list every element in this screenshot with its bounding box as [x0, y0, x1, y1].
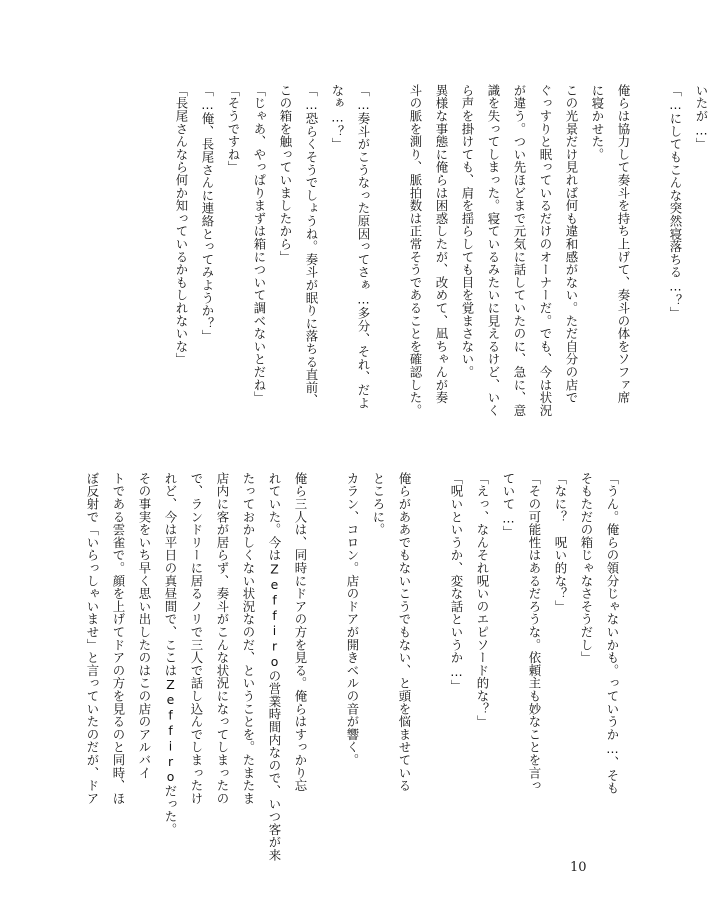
text-line: [636, 84, 662, 444]
text-line: 店内に客が居らず、奏斗がこんな状況になってしまったの: [215, 472, 230, 805]
text-line: 「なに？ 呪い的な？」: [553, 472, 568, 613]
text-line: 俺ら三人は、同時にドアの方を見る。俺らはすっかり忘: [293, 472, 308, 792]
page-number: 10: [570, 860, 587, 875]
text-line: ていて…」: [501, 472, 516, 539]
text-line: [417, 472, 443, 848]
text-line: 俺らは協力して奏斗を持ち上げて、奏斗の体をソファ席: [616, 84, 631, 404]
text-line: 「じゃあ、やっぱりまずは箱について調べないとだね」: [252, 84, 267, 404]
text-line: たっておかしくない状況なのだ、ということを。たまたま: [241, 472, 256, 805]
text-line: 「そうですね」: [226, 84, 241, 174]
text-line: 「…俺、長尾さんに連絡とってみようか？」: [200, 84, 215, 343]
text-line: 「その可能性はあるだろうな。依頼主も妙なことを言っ: [527, 472, 542, 792]
text-line: その事実をいち早く思い出したのはこの店のアルバイ: [137, 472, 152, 780]
text-line: トである雲雀で。顔を上げてドアの方を見るのと同時、ほ: [111, 472, 126, 805]
text-line: この箱を触っていましたから」: [278, 84, 293, 264]
text-line: れていた。今はZeffiroの営業時間内なので、いつ客が来: [267, 472, 282, 862]
text-line: ところに。: [371, 472, 386, 536]
text-line: この光景だけ見れば何も違和感がない。ただ自分の店で: [564, 84, 579, 404]
text-line: ぼ反射で「いらっしゃいませ」と言っていたのだが、ドア: [85, 472, 100, 805]
text-line: れど、今は平日の真昼間で、ここはZeffiroだった。: [163, 472, 178, 836]
bottom-text-block: [79, 472, 625, 862]
text-line: に寝かせた。: [590, 84, 605, 161]
text-line: 「うん。俺らの領分じゃないかも。っていうか…、そも: [605, 472, 620, 795]
text-line: 異様な事態に俺らは困惑したが、改めて、凪ちゃんが奏: [434, 84, 449, 404]
text-line: カラン、コロン。店のドアが開きベルの音が響く。: [345, 472, 360, 767]
text-line: 識を失ってしまった。寝ているみたいに見えるけど、いく: [486, 84, 501, 417]
text-line: 「えっ、なんそれ呪いのエピソード的な？」: [475, 472, 490, 728]
text-line: 「…恐らくそうでしょうね。奏斗が眠りに落ちる直前、: [304, 84, 319, 407]
text-line: ぐっすりと眠っているだけのオーナーだ。でも、今は状況: [538, 84, 553, 417]
text-line: 俺らがああでもないこうでもない、と頭を悩ませている: [397, 472, 412, 792]
text-line: 斗の脈を測り、脈拍数は正常そうであることを確認した。: [408, 84, 423, 417]
text-line: [376, 84, 402, 444]
text-line: 「呪いというか、変な話というか…」: [449, 472, 464, 693]
text-line: 「…奏斗がこうなった原因ってさぁ…多分、それ、だよ: [356, 84, 371, 410]
text-line: そもただの箱じゃなさそうだし」: [579, 472, 594, 664]
text-line: 「…にしてもこんな突然寝落ちる…？」: [668, 84, 683, 320]
text-line: なぁ…？」: [330, 84, 345, 151]
text-line: [313, 472, 339, 848]
top-text-block: [168, 84, 714, 444]
text-line: 「長尾さんなら何か知っているかもしれないな」: [174, 84, 189, 366]
text-line: が違う。つい先ほどまで元気に話していたのに、急に、意: [512, 84, 527, 417]
text-line: で、ランドリーに居るノリで三人で話し込んでしまったけ: [189, 472, 204, 805]
text-line: ら声を掛けても、肩を揺らしても目を覚まさない。: [460, 84, 475, 379]
text-line: いたが…」: [694, 84, 709, 151]
